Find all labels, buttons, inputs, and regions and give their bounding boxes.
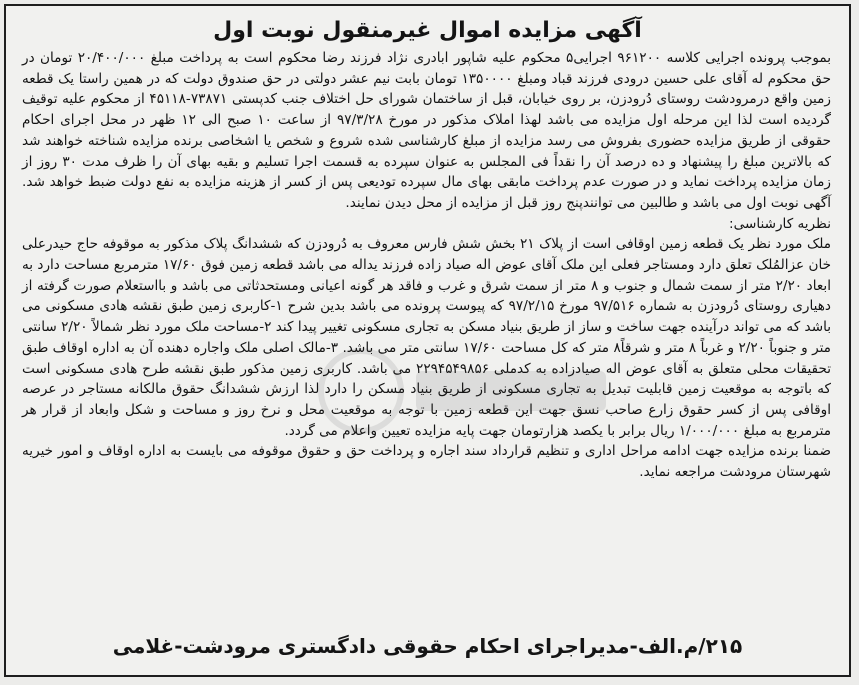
expert-opinion-text: ملک مورد نظر یک قطعه زمین اوقافی است از پلاک ۲۱ بخش شش فارس معروف به دُرودزن که ششدانگ پلاک مذکور به موقوفه حاج حیدرعلی خان عزالمُلک تعلق دارد ومستاجر فعلی این ملک آقای عوض اله صیاد زاده فرزند یداله می باشد قطعه زمین فوق ۱۷/۶۰ مترمربع مساحت دارد به ابعاد ۲/۲۰ متر از سمت شمال و جنوب و ۸ متر از سمت شرق و غرب و فاقد هر گونه اعیانی ومستحدثاتی می باشد و بااستعلام صورت گرفته از دهیاری روستای دُرودزن به شماره ۹۷/۵۱۶ مورخ ۹۷/۲/۱۵ که پیوست پرونده می باشد بدین شرح ۱-کاربری زمین طبق نقشه هادی مسکونی می باشد که می تواند درآینده جهت ساخت و ساز از طریق بنیاد مسکن به تجاری مسکونی تغییر پیدا کند ۲-مساحت ملک مورد نظر شمالاً ۲/۲۰ سانتی متر و جنوباً ۲/۲۰ و غرباً ۸ متر و شرقاً۸ متر که کل مساحت ۱۷/۶۰ سانتی متر می باشد. ۳-مالک اصلی ملک واجاره دهنده آن به اداره اوقاف طبق تحقیقات محلی متعلق به آقای عوض اله صیادزاده به کدملی ۲۲۹۴۵۴۹۸۵۶ می باشد. کاربری زمین مذکور طبق نقشه طرح هادی مسکونی است که باتوجه به موقعیت زمین قابلیت تبدیل به تجاری مسکونی از طریق بنیاد مسکن را دارد لذا ارزش ششدانگ حقوق مالکانه مستاجر در عرصه اوقافی پس از کسر حقوق زارع صاحب نسق جهت این قطعه زمین با توجه به موقعیت محل و نرخ روز و مساحت و شکل وابعاد از قرار هر مترمربع به مبلغ ۱/۰۰۰/۰۰۰ ریال برابر با یکصد هزارتومان جهت پایه مزایده تعیین واعلام می گردد. (22, 236, 832, 439)
notice-paragraph-main: بموجب پرونده اجرایی کلاسه ۹۶۱۲۰۰ اجرایی۵ محکوم علیه شاپور ابادری نژاد فرزند رضا محکوم است به پرداخت مبلغ ۲۰/۴۰۰/۰۰۰ تومان در حق محکوم له آقای علی حسین درودی فرزند قباد ومبلغ ۱۳۵۰۰۰۰ تومان بابت نیم عشر دولتی در حق صندوق دولت که در همین راستا یک قطعه زمین واقع درمرودشت روستای دُرودزن، بر روی خیابان، قبل از ساختمان شورای حل اختلاف جنب کدپستی ۷۳۸۷۱-۴۵۱۱۸ از محکوم علیه توقیف گردیده است لذا این مرحله اول مزایده می باشد لهذا املاک مذکور در مورخ ۹۷/۳/۲۸ از ساعت ۱۰ صبح الی ۱۲ ظهر در محل اجرای احکام حقوقی از طریق مزایده حضوری بفروش می رسد مزایده از مبلغ کارشناسی شده شروع و شخص یا اشخاصی برنده مزایده شناخته خواهند شد که بالاترین مبلغ را پیشنهاد و ده درصد آن را نقداً فی المجلس به عنوان سپرده به قسمت اجرا تسلیم و بقیه بهای آن را ظرف مدت ۳۰ روز از زمان مزایده پرداخت نماید و در صورت عدم پرداخت مابقی بهای مال سپرده تودیعی پس از کسر از هزینه مزایده به نفع دولت ضبط خواهد شد. آگهی نوبت اول می باشد و طالبین می توانندپنج روز قبل از مزایده از محل دیدن نمایند. (22, 50, 831, 211)
expert-opinion-heading: نظریه کارشناسی: (729, 215, 831, 232)
auction-notice (4, 4, 851, 677)
notice-signature: ۲۱۵/م.الف-مدیراجرای احکام حقوقی دادگستری مرودشت-غلامی (112, 634, 743, 658)
notice-title: آگهی مزایده اموال غیرمنقول نوبت اول (213, 18, 642, 43)
notice-paragraph-endowment: ضمنا برنده مزایده جهت ادامه مراحل اداری و تنظیم قرارداد سند اجاره و پرداخت حق و حقوق موقوفه می بایست به اداره اوقاف و امور خیریه شهرستان مرودشت مراجعه نماید. (22, 443, 831, 481)
notice-body (6, 46, 849, 483)
